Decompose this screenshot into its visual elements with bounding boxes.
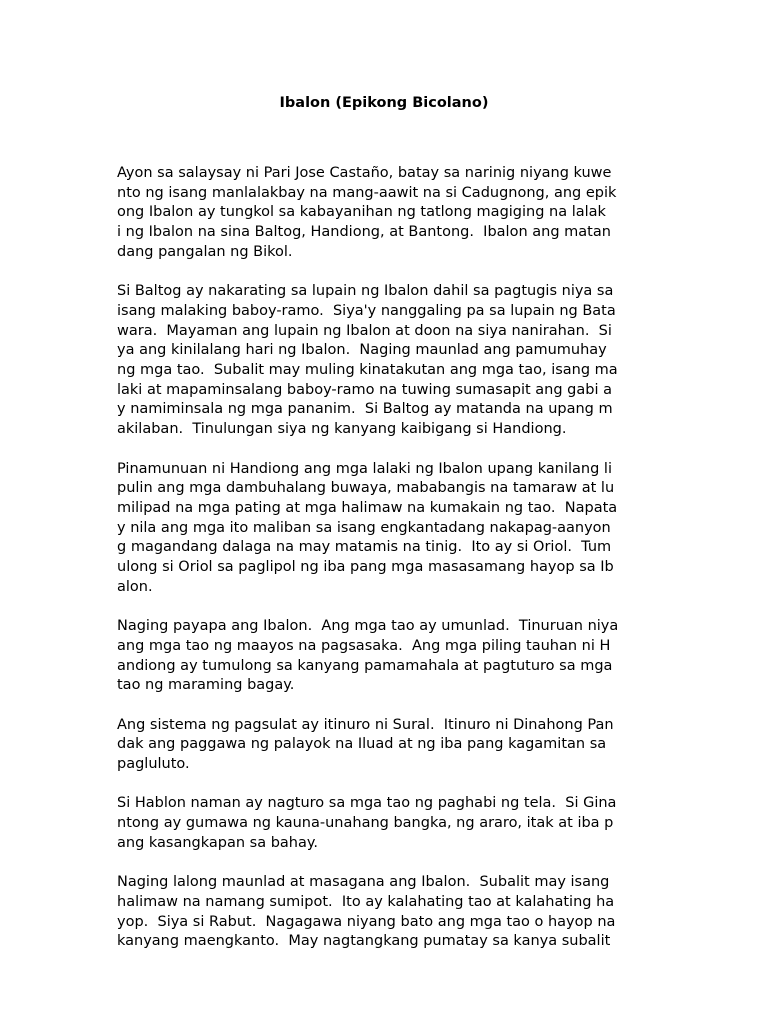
paragraph-5 [117,716,677,775]
text-line: ulong si Oriol sa paglipol ng iba pang mga masasamang hayop sa Ib [117,559,614,576]
text-line: wara. Mayaman ang lupain ng Ibalon at doon na siya nanirahan. Si [117,322,612,339]
text-line: g magandang dalaga na may matamis na tinig. Ito ay si Oriol. Tum [117,539,612,556]
text-line: Si Hablon naman ay nagturo sa mga tao ng paghabi ng tela. Si Gina [117,795,617,812]
text-line: andiong ay tumulong sa kanyang pamamahala at pagtuturo sa mga [117,657,613,674]
text-line: y nila ang mga ito maliban sa isang engkantadang nakapag-aanyon [117,519,611,536]
text-line: pagluluto. [117,756,190,773]
document-title: Ibalon (Epikong Bicolano) [279,95,489,111]
text-line: ng mga tao. Subalit may muling kinatakutan ang mga tao, isang ma [117,362,618,379]
text-line: Naging payapa ang Ibalon. Ang mga tao ay umunlad. Tinuruan niya [117,618,619,635]
text-line: milipad na mga pating at mga halimaw na kumakain ng tao. Napata [117,499,618,516]
text-line: Pinamunuan ni Handiong ang mga lalaki ng Ibalon upang kanilang li [117,460,612,477]
paragraph-6 [117,794,677,853]
paragraph-7 [117,873,677,952]
text-line: Naging lalong maunlad at masagana ang Ibalon. Subalit may isang [117,874,610,891]
text-line: yop. Siya si Rabut. Nagagawa niyang bato ang mga tao o hayop na [117,913,616,930]
text-line: halimaw na namang sumipot. Ito ay kalahating tao at kalahating ha [117,893,615,910]
text-line: tao ng maraming bagay. [117,677,295,694]
text-line: ntong ay gumawa ng kauna-unahang bangka, ng araro, itak at iba p [117,815,614,832]
text-line: Si Baltog ay nakarating sa lupain ng Ibalon dahil sa pagtugis niya sa [117,283,614,300]
text-line: ang kasangkapan sa bahay. [117,834,319,851]
document-body [117,164,677,972]
text-line: ya ang kinilalang hari ng Ibalon. Naging maunlad ang pamumuhay [117,342,607,359]
text-line: i ng Ibalon na sina Baltog, Handiong, at Bantong. Ibalon ang matan [117,224,611,241]
paragraph-2 [117,282,677,440]
text-line: alon. [117,578,153,595]
text-line: Ang sistema ng pagsulat ay itinuro ni Sural. Itinuro ni Dinahong Pan [117,716,614,733]
paragraph-3 [117,460,677,598]
text-line: nto ng isang manlalakbay na mang-aawit na si Cadugnong, ang epik [117,184,617,201]
text-line: akilaban. Tinulungan siya ng kanyang kaibigang si Handiong. [117,421,567,438]
text-line: y namiminsala ng mga pananim. Si Baltog ay matanda na upang m [117,401,613,418]
text-line: dang pangalan ng Bikol. [117,243,293,260]
text-line: isang malaking baboy-ramo. Siya'y nanggaling pa sa lupain ng Bata [117,302,616,319]
text-line: ang mga tao ng maayos na pagsasaka. Ang mga piling tauhan ni H [117,637,611,654]
text-line: ong Ibalon ay tungkol sa kabayanihan ng tatlong magiging na lalak [117,204,606,221]
text-line: kanyang maengkanto. May nagtangkang pumatay sa kanya subalit [117,933,611,950]
text-line: Ayon sa salaysay ni Pari Jose Castaño, batay sa narinig niyang kuwe [117,165,612,181]
paragraph-4 [117,617,677,696]
paragraph-1 [117,164,677,263]
text-line: dak ang paggawa ng palayok na Iluad at ng iba pang kagamitan sa [117,736,607,753]
text-line: laki at mapaminsalang baboy-ramo na tuwing sumasapit ang gabi a [117,381,612,398]
text-line: pulin ang mga dambuhalang buwaya, mababangis na tamaraw at lu [117,480,615,497]
